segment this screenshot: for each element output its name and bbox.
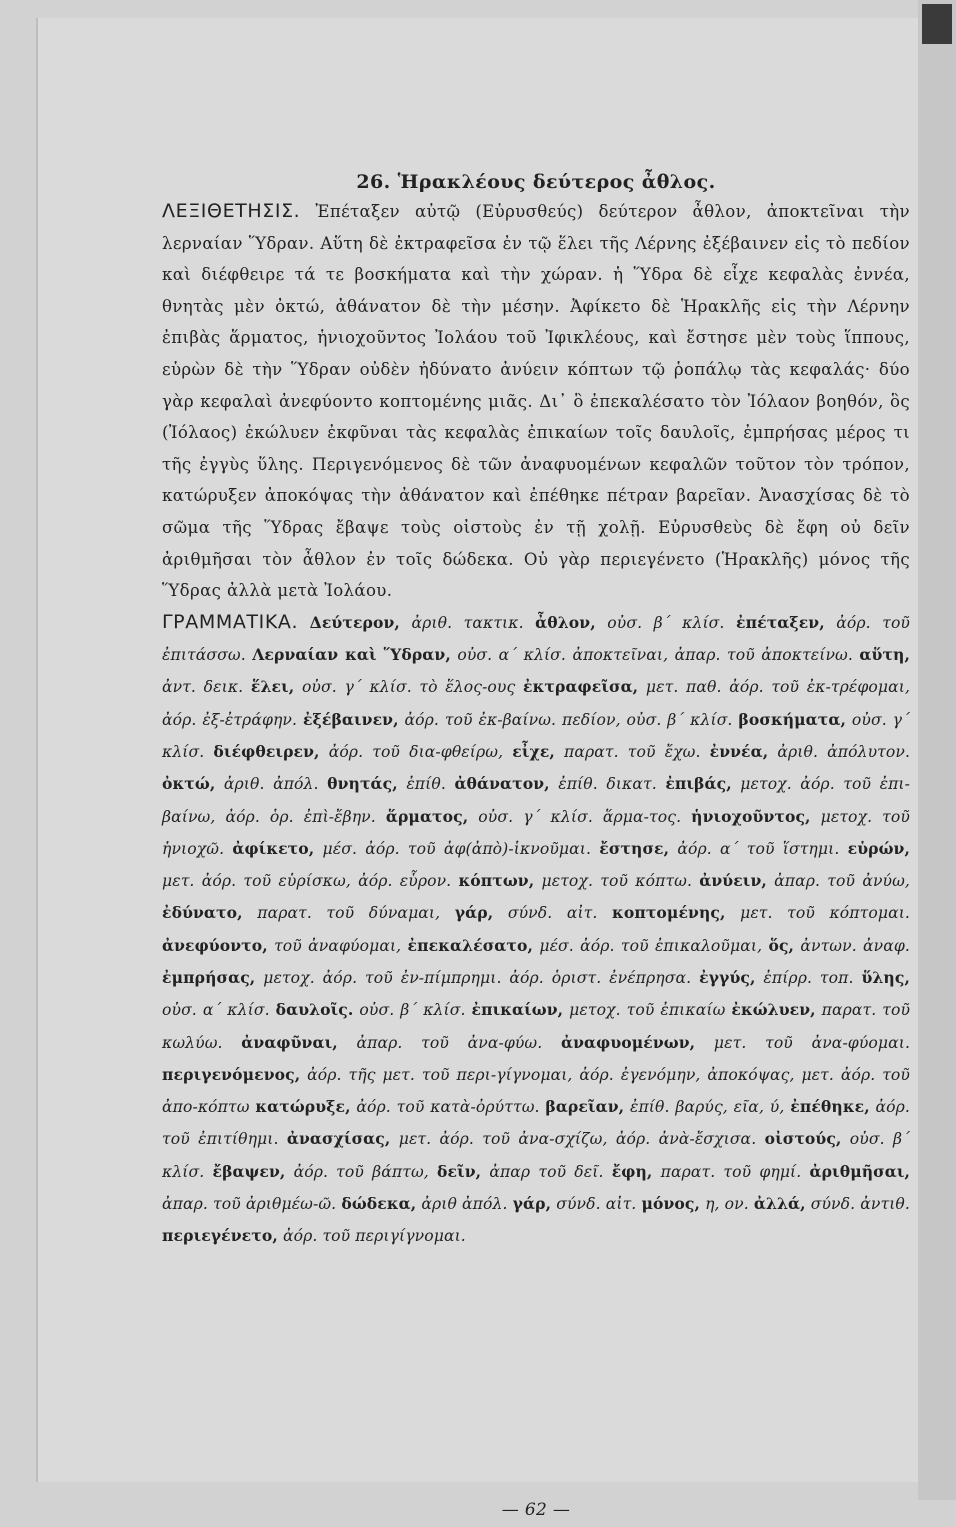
grammar-description: ἀπαρ. τοῦ ἀριθμέω-ῶ.	[162, 1195, 337, 1214]
grammar-description: ἀόρ. τῆς μετ. τοῦ περι-γίγνομαι, ἀόρ. ἐγενόμην, ἀποκόψας, μετ. ἀόρ. τοῦ ἀπο-κόπτω	[162, 1065, 910, 1117]
grammar-description: ἀριθ. ἀπόλ.	[223, 775, 319, 794]
grammar-entry	[604, 1163, 802, 1181]
grammar-word: γάρ,	[512, 1194, 552, 1214]
grammar-word: αὕτη,	[859, 645, 910, 665]
grammatika-paragraph	[162, 607, 910, 1253]
grammar-word: Λερναίαν καὶ Ὕδραν,	[252, 645, 451, 665]
grammar-word: διέφθειρεν,	[213, 741, 320, 761]
grammar-entry	[270, 1001, 466, 1019]
grammar-word: βοσκήματα,	[738, 709, 847, 729]
grammar-description: ἐπίθ. βαρύς, εῖα, ύ,	[629, 1098, 785, 1117]
grammar-entry	[204, 743, 503, 761]
grammar-description: σύνδ. αἰτ.	[507, 904, 598, 923]
grammar-entry	[466, 1001, 726, 1019]
grammar-word: ἐδύνατο,	[162, 903, 243, 923]
grammar-word: ἀνασχίσας,	[286, 1129, 391, 1149]
grammar-description: μετοχ. ἀόρ. τοῦ ἐν-πίμπρημι. ἀόρ. ὁριστ. ἐνέπρησα.	[263, 968, 692, 987]
grammar-word: ἀνύειν,	[699, 871, 767, 891]
grammar-word: ἔφη,	[611, 1161, 653, 1181]
grammar-entry	[542, 1034, 910, 1052]
grammar-description: ἀντ. δεικ.	[162, 678, 244, 697]
grammar-word: ἆθλον,	[535, 612, 596, 632]
grammar-word: ἔστησε,	[599, 838, 670, 858]
grammar-word: κοπτομένης,	[612, 903, 726, 923]
lexithetisis-heading: ΛΕΞΙΘΕΤΗΣΙΣ.	[162, 200, 301, 222]
grammar-description: ἀπαρ τοῦ δεῖ.	[489, 1162, 604, 1181]
grammar-entry	[508, 1195, 637, 1213]
grammar-description: ἀόρ. α´ τοῦ ἵστημι.	[677, 839, 840, 858]
grammar-word: μόνος,	[641, 1194, 700, 1214]
grammar-entry	[636, 1195, 748, 1213]
grammar-word: ἀθάνατον,	[454, 774, 550, 794]
grammar-description: μετ. ἀόρ. τοῦ ἀνα-σχίζω, ἀόρ. ἀνὰ-ἔσχισα.	[398, 1130, 757, 1149]
grammar-description: ἐπίρρ. τοπ.	[763, 968, 854, 987]
grammar-word: ἐξέβαινεν,	[302, 709, 399, 729]
grammar-word: ἀνεφύοντο,	[162, 935, 268, 955]
scan-corner-mark	[922, 4, 952, 44]
grammar-description: οὐσ. γ´ κλίσ. τὸ ἕλος-ους	[301, 678, 516, 697]
grammar-entry	[691, 969, 853, 987]
grammar-description: ἀόρ. τοῦ κατὰ-ὀρύττω.	[356, 1098, 540, 1117]
grammar-description: ἀπαρ. τοῦ ἀνα-φύω.	[356, 1033, 543, 1052]
grammar-entry	[749, 1195, 910, 1213]
grammar-entry	[224, 840, 591, 858]
grammar-description: οὐσ. β´ κλίσ.	[359, 1001, 466, 1020]
page-content	[162, 168, 911, 1520]
grammar-word: ἐγγύς,	[699, 967, 756, 987]
grammar-description: σύνδ. αἰτ.	[556, 1195, 637, 1214]
grammar-word: ἐπικαίων,	[471, 1000, 564, 1020]
grammar-description: παρατ. τοῦ κωλύω.	[162, 1001, 911, 1052]
grammar-entry	[376, 808, 681, 826]
grammar-word: ἐπιβάς,	[665, 774, 732, 794]
grammar-description: τοῦ ἀναφύομαι,	[274, 936, 402, 955]
grammar-description: παρατ. τοῦ ἔχω.	[564, 742, 701, 761]
grammar-description: ἀόρ. τοῦ ἐπιτίθημι.	[162, 1098, 910, 1149]
grammar-entry	[246, 646, 853, 664]
grammar-description: οὐσ. α´ κλίσ.	[162, 1001, 270, 1020]
grammar-description: μέσ. ἀόρ. τοῦ ἐπικαλοῦμαι,	[539, 936, 763, 955]
grammar-word: ἡνιοχοῦντος,	[691, 806, 811, 826]
grammar-description: ἀπαρ. τοῦ ἀνύω,	[774, 872, 910, 891]
lexithetisis-text: Ἐπέταξεν αὐτῷ (Εὐρυσθεύς) δεύτερον ἆθλον, ἀποκτεῖναι τὴν λερναίαν Ὕδραν. Αὕτη δὲ ἐκτραφεῖσα ἐν τῷ ἕλει τῆς Λέρνης ἐξέβαινεν εἰς τὸ πεδίον καὶ διέφθειρε τά τε βοσκήματα καὶ τὴν χώραν. ἡ Ὕδρα δὲ εἶχε κεφαλὰς ἐννέα, θνητὰς μὲν ὀκτώ, ἀθάνατον δὲ τὴν μέσην. Ἀφίκετο δὲ Ἡρακλῆς εἰς τὴν Λέρνην ἐπιβὰς ἅρματος, ἡνιοχοῦντος Ἰολάου τοῦ Ἰφικλέους, καὶ ἔστησε μὲν τοὺς ἵππους, εὑρὼν δὲ τὴν Ὕδραν οὐδὲν ἠδύνατο ἀνύειν κόπτων τῷ ῥοπάλῳ τὰς κεφαλάς· δύο γὰρ κεφαλαὶ ἀνεφύοντο κοπτομένης μιᾶς. Δι᾽ ὃ ἐπεκαλέσατο τὸν Ἰόλαον βοηθόν, ὃς (Ἰόλαος) ἐκώλυεν ἐκφῦναι τὰς κεφαλὰς ἐπικαίων τοῖς δαυλοῖς, ἐμπρήσας μέρος τι τῆς ἐγγὺς ὕλης. Περιγενόμενος δὲ τῶν ἀναφυομένων κεφαλῶν τοῦτον τὸν τρόπον, κατώρυξεν ἀποκόψας τὴν ἀθάνατον καὶ ἐπέθηκε πέτραν βαρεῖαν. Ἀνασχίσας δὲ τὸ σῶμα τῆς Ὕδρας ἔβαψε τοὺς οἰστοὺς ἐν τῇ χολῇ. Εὐρυσθεὺς δὲ ἔφη οὐ δεῖν ἀριθμῆσαι τὸν ἆθλον ἐν τοῖς δώδεκα. Οὐ γὰρ περιεγένετο (Ἡρακλῆς) μόνος τῆς Ὕδρας ἀλλὰ μετὰ Ἰολάου.	[162, 202, 910, 601]
grammar-description: ἀόρ. τοῦ περιγίγνομαι.	[282, 1227, 466, 1246]
grammar-word: ἀφίκετο,	[232, 838, 315, 858]
grammar-description: ἐπίθ. δικατ.	[558, 775, 657, 794]
grammar-entry	[446, 775, 657, 793]
grammar-description: ἀόρ. τοῦ ἐπιτάσσω.	[162, 613, 911, 665]
grammar-entry	[297, 711, 732, 729]
grammar-entry	[692, 872, 910, 890]
grammar-description: μετοχ. τοῦ ἐπικαίω	[569, 1001, 726, 1020]
grammar-description: ἀριθ. ἀπόλυτον.	[777, 742, 910, 761]
grammar-word: ἐμπρήσας,	[162, 967, 256, 987]
section-title: 26. Ἡρακλέους δεύτερος ἆθλος.	[356, 171, 716, 193]
grammar-word: κόπτων,	[458, 871, 535, 891]
grammar-entry	[204, 1163, 429, 1181]
grammar-description: οὐσ. γ´ κλίσ.	[162, 710, 910, 761]
grammar-entry	[440, 904, 597, 922]
grammar-entry	[401, 937, 762, 955]
grammar-entry	[503, 743, 700, 761]
grammar-word: ἐκώλυεν,	[731, 1000, 816, 1020]
grammar-word: εὑρών,	[847, 838, 910, 858]
grammar-description: οὐσ. β´ κλίσ.	[607, 613, 725, 632]
grammar-entry	[162, 1227, 466, 1245]
grammar-description: μετ. ἀόρ. τοῦ εὑρίσκω, ἀόρ. εὗρον.	[162, 872, 452, 891]
grammar-description: η, ον.	[705, 1195, 749, 1214]
grammar-entry	[429, 1163, 604, 1181]
grammar-entry	[451, 872, 692, 890]
grammar-word: ἐπέταξεν,	[736, 612, 825, 632]
grammar-word: ἔβαψεν,	[212, 1161, 286, 1181]
grammar-description: μετοχ. τοῦ κόπτω.	[541, 872, 693, 891]
grammar-description: μετ. τοῦ κόπτομαι.	[740, 904, 910, 923]
grammar-word: θνητάς,	[327, 774, 398, 794]
grammar-word: ὕλης,	[861, 967, 910, 987]
grammar-entry	[597, 904, 910, 922]
grammar-word: δεῖν,	[436, 1161, 482, 1181]
grammar-entry	[162, 969, 691, 987]
grammar-word: ἀναφῦναι,	[241, 1032, 338, 1052]
grammar-word: κατώρυξε,	[255, 1097, 351, 1117]
grammar-entry	[701, 743, 910, 761]
grammar-entry	[162, 904, 440, 922]
grammar-description: οὐσ. β´ κλίσ.	[162, 1130, 910, 1181]
grammar-entry	[540, 1098, 785, 1116]
grammar-word: περιεγένετο,	[162, 1226, 278, 1246]
grammar-description: μετοχ. τοῦ ἡνιοχῶ.	[162, 807, 910, 858]
grammar-entry	[310, 614, 524, 632]
grammar-description: ἀντων. ἀναφ.	[800, 936, 910, 955]
grammar-description: ἀριθ. τακτικ.	[411, 613, 524, 632]
grammar-word: Δεύτερον,	[309, 612, 400, 632]
grammar-word: ἀριθμῆσαι,	[809, 1161, 911, 1181]
grammar-entry	[524, 614, 725, 632]
grammar-entry	[279, 1130, 757, 1148]
grammar-word: δώδεκα,	[341, 1194, 417, 1214]
grammar-word: οἰστούς,	[764, 1129, 842, 1149]
grammar-description: ἀόρ. τοῦ δια-φθείρω,	[328, 742, 504, 761]
grammar-entry	[223, 1034, 543, 1052]
grammar-description: ἀριθ ἀπόλ.	[421, 1195, 508, 1214]
grammar-description: παρατ. τοῦ δύναμαι,	[257, 904, 441, 923]
grammar-description: μέσ. ἀόρ. τοῦ ἀφ(ἀπὸ)-ἱκνοῦμαι.	[322, 839, 592, 858]
grammar-description: οὐσ. γ´ κλίσ. ἅρμα-τος.	[478, 807, 682, 826]
grammar-word: γάρ,	[454, 903, 494, 923]
scan-edge	[918, 0, 956, 1500]
grammar-description: ἀόρ. τοῦ βάπτω,	[293, 1162, 429, 1181]
grammar-description: μετοχ. ἀόρ. τοῦ ἐπι-βαίνω, ἀόρ. ὁρ. ἐπὶ-ἔβην.	[162, 775, 910, 826]
grammar-description: ἐπίθ.	[406, 775, 446, 794]
grammar-description: μετ. τοῦ ἀνα-φύομαι.	[713, 1033, 911, 1052]
grammar-word: ἅρματος,	[385, 806, 469, 826]
grammar-description: σύνδ. ἀντιθ.	[810, 1195, 910, 1214]
grammar-description: ἀόρ. τοῦ ἐκ-βαίνω. πεδίον, οὐσ. β´ κλίσ.	[404, 710, 733, 729]
grammar-description: μετ. παθ. ἀόρ. τοῦ ἐκ-τρέφομαι, ἀόρ. ἐξ-ἐτράφην.	[162, 678, 911, 729]
grammar-word: ἐπέθηκε,	[790, 1097, 870, 1117]
grammar-word: ἀλλά,	[753, 1194, 806, 1214]
grammar-entry	[319, 775, 446, 793]
grammar-word: ὀκτώ,	[162, 774, 216, 794]
grammar-word: ἐπεκαλέσατο,	[407, 935, 534, 955]
grammar-entry	[250, 1098, 540, 1116]
grammar-entry	[336, 1195, 507, 1213]
grammatika-heading: ΓΡΑΜΜΑΤΙΚΑ.	[162, 610, 299, 633]
lexithetisis-paragraph	[162, 196, 910, 607]
grammar-entry	[591, 840, 839, 858]
grammar-word: ἐννέα,	[709, 741, 769, 761]
grammar-word: ἀναφυομένων,	[561, 1032, 696, 1052]
grammar-entry	[243, 678, 515, 696]
grammar-word: ἕλει,	[250, 677, 295, 697]
grammar-entry	[162, 775, 319, 793]
grammar-entry	[162, 937, 401, 955]
grammar-description: παρατ. τοῦ φημί.	[660, 1162, 802, 1181]
grammar-word: βαρεῖαν,	[545, 1097, 625, 1117]
grammar-word: δαυλοῖς.	[275, 1000, 354, 1020]
grammar-word: ἐκτραφεῖσα,	[523, 677, 639, 697]
grammar-word: ὅς,	[768, 935, 795, 955]
grammar-entry	[762, 937, 910, 955]
grammar-word: περιγενόμενος,	[162, 1064, 301, 1084]
page-number: — 62 —	[501, 1500, 571, 1520]
grammar-word: εἶχε,	[512, 741, 555, 761]
grammar-description: οὐσ. α´ κλίσ. ἀποκτεῖναι, ἀπαρ. τοῦ ἀποκτείνω.	[457, 646, 853, 665]
